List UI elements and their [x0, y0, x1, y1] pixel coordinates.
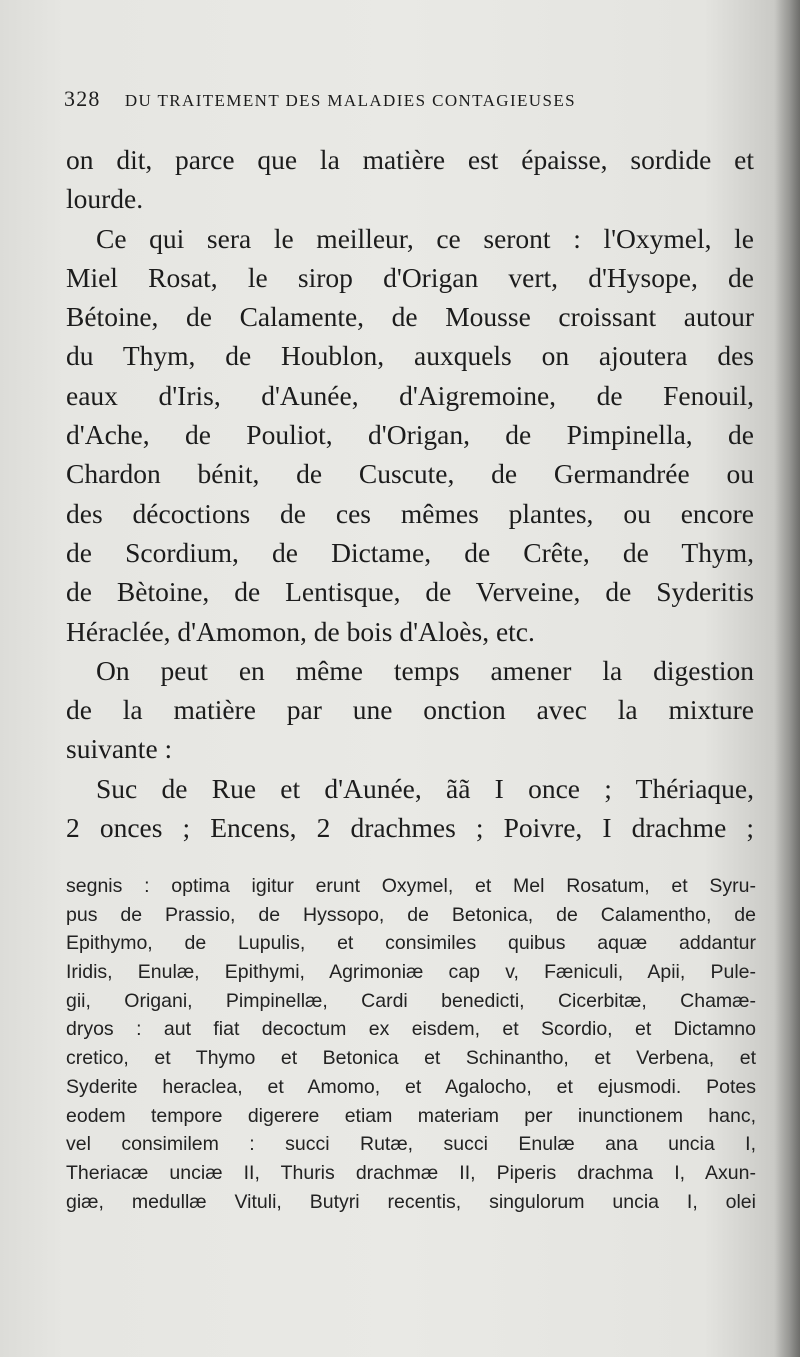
text-line: Bétoine, de Calamente, de Mousse croissant autour	[66, 301, 754, 333]
text-line: Héraclée, d'Amomon, de bois d'Aloès, etc.	[66, 615, 535, 647]
text-line: du Thym, de Houblon, auxquels on ajoutera des	[66, 340, 754, 372]
footnote-line: cretico, et Thymo et Betonica et Schinantho, et Verbena, et	[66, 1047, 756, 1070]
text-line: Ce qui sera le meilleur, ce seront : l'Oxymel, le	[96, 222, 754, 254]
footnote-line: gii, Origani, Pimpinellæ, Cardi benedicti, Cicerbitæ, Chamæ-	[66, 989, 756, 1012]
text-line: suivante :	[66, 733, 173, 765]
footnote-line: vel consimilem : succi Rutæ, succi Enulæ ana uncia I,	[66, 1133, 756, 1156]
footnote-line: Epithymo, de Lupulis, et consimiles quibus aquæ addantur	[66, 932, 756, 955]
text-line: d'Ache, de Pouliot, d'Origan, de Pimpinella, de	[66, 419, 754, 451]
text-line: 2 onces ; Encens, 2 drachmes ; Poivre, I drachme ;	[66, 812, 754, 844]
text-line: lourde.	[66, 183, 144, 215]
text-line: des décoctions de ces mêmes plantes, ou encore	[66, 497, 754, 529]
footnote-line: giæ, medullæ Vituli, Butyri recentis, singulorum uncia I, olei	[66, 1190, 756, 1213]
text-line: on dit, parce que la matière est épaisse, sordide et	[66, 144, 754, 175]
running-title: DU TRAITEMENT DES MALADIES CONTAGIEUSES	[124, 91, 576, 110]
text-line: Chardon bénit, de Cuscute, de Germandrée ou	[66, 458, 754, 490]
footnote-line: dryos : aut fiat decoctum ex eisdem, et Scordio, et Dictamno	[66, 1018, 756, 1041]
text-line: On peut en même temps amener la digestion	[96, 654, 754, 686]
text-line: de Bètoine, de Lentisque, de Verveine, de Syderitis	[66, 576, 754, 608]
running-head	[64, 86, 764, 120]
text-line: eaux d'Iris, d'Aunée, d'Aigremoine, de Fenouil,	[66, 379, 754, 411]
footnote-line: Theriacæ unciæ II, Thuris drachmæ II, Piperis drachma I, Axun-	[66, 1161, 756, 1184]
text-line: Miel Rosat, le sirop d'Origan vert, d'Hysope, de	[66, 261, 754, 293]
footnote-line: pus de Prassio, de Hyssopo, de Betonica, de Calamentho, de	[66, 903, 756, 926]
footnote-line: Iridis, Enulæ, Epithymi, Agrimoniæ cap v, Fæniculi, Apii, Pule-	[66, 961, 756, 984]
page-number: 328	[64, 86, 101, 111]
footnote-line: segnis : optima igitur erunt Oxymel, et Mel Rosatum, et Syru-	[66, 875, 756, 897]
footnote-block	[66, 872, 756, 1216]
footnote-line: Syderite heraclea, et Amomo, et Agalocho, et ejusmodi. Potes	[66, 1075, 756, 1098]
text-line: de Scordium, de Dictame, de Crête, de Thym,	[66, 536, 754, 568]
footnote-line: eodem tempore digerere etiam materiam per inunctionem hanc,	[66, 1104, 756, 1127]
text-line: Suc de Rue et d'Aunée, ãã I once ; Thériaque,	[96, 772, 754, 804]
main-text	[66, 140, 754, 847]
text-line: de la matière par une onction avec la mixture	[66, 694, 754, 726]
